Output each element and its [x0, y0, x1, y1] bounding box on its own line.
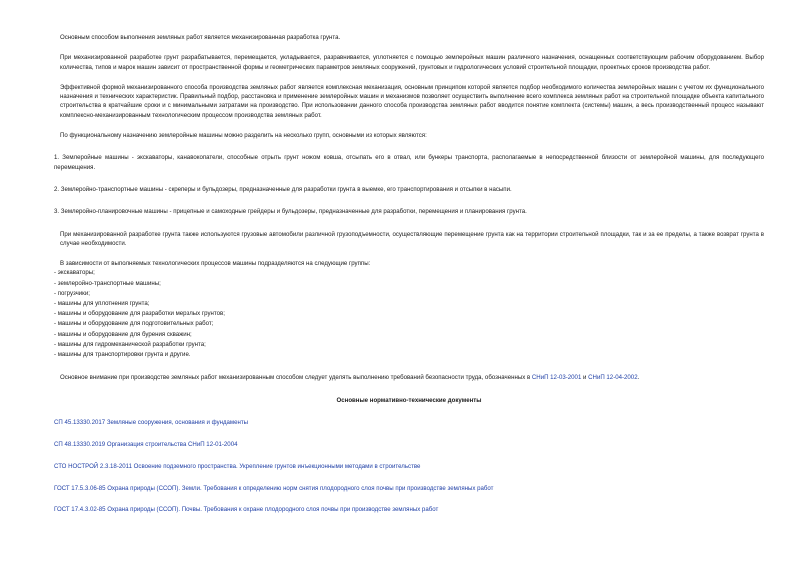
paragraph-main-method: Основным способом выполнения земляных работ является механизированная разработка грунта.	[60, 34, 341, 41]
paragraph-process-groups: В зависимости от выполняемых технологических процессов машины подразделяются на следующие группы:	[60, 260, 371, 268]
list-item: - машины и оборудование для разработки мерзлых грунтов;	[54, 310, 225, 318]
safety-text-end: .	[637, 374, 640, 382]
paragraph-trucks: При механизированной разработке грунта также используются грузовые автомобили различной грузоподъемности, осуществляющие перемещение грунта как на территории строительной площадки, так и за ее пределы, а также возврат грунта в случае необходимости.	[60, 230, 764, 247]
paragraph-functional-groups: По функциональному назначению землеройные машины можно разделить на несколько групп, основными из которых являются:	[60, 132, 427, 140]
machine-groups-list	[54, 268, 764, 360]
list-item: - машины для гидромеханической разработки грунта;	[54, 340, 206, 348]
paragraph-group-3: 3. Землеройно-планировочные машины - прицепные и самоходные грейдеры и бульдозеры, предназначенные для разработки, перемещения и планирования грунта.	[54, 208, 527, 216]
paragraph-mechanized-development: При механизированной разработке грунт разрабатывается, перемещается, укладывается, разравнивается, уплотняется с помощью землеройных машин различного назначения, оснащенных соответствующим рабочим оборудованием. Выбор количества, типов и марок машин зависит от пространственной формы и геометрических параметров земляных сооружений, грунтовых и гидрологических условий строительной площадки, проектных сроков производства работ.	[60, 54, 764, 71]
safety-text: Основное внимание при производстве земляных работ механизированным способом следует уделять выполнению требований безопасности труда, обозначенных в	[60, 374, 532, 382]
doc-link-gost-17-5-3-06[interactable]: ГОСТ 17.5.3.06-85 Охрана природы (ССОП). Земли. Требования к определению норм снятия плодородного слоя почвы при производстве земляных работ	[54, 484, 494, 492]
list-item: - машины для транспортировки грунта и другие.	[54, 351, 191, 359]
paragraph-group-1: 1. Землеройные машины - экскаваторы, канавокопатели, способные отрыть грунт ножом ковша, отсыпать его в отвал, или бункеры транспорта, располагаемые в непосредственной близости от землеройной машины, для последующего перемещения.	[54, 154, 764, 171]
list-item: - экскаваторы;	[54, 269, 95, 277]
list-item: - машины и оборудование для бурения скважин;	[54, 330, 192, 338]
list-item: - погрузчики;	[54, 289, 90, 297]
paragraph-group-2: 2. Землеройно-транспортные машины - скреперы и бульдозеры, предназначенные для разработки грунта в выемке, его транспортирования и отсыпки в насыпи.	[54, 185, 512, 193]
paragraph-complex-mechanization: Эффективной формой механизированного способа производства земляных работ является комплексная механизация, основным принципом которой является подбор необходимого количества землеройных машин с учетом их функционального назначения и технических характеристик. Правильный подбор, расстановка и применение землеройных машин и механизмов позволяет осуществить выполнение всего комплекса земляных работ на строительной площадке объекта капитального строительства в кратчайшие сроки и с минимальными затратами на производство. При использовании данного способа производства земляных работ вводится понятие комплекта (системы) машин, а весь производственный процесс называют комплексно-механизированным технологическим процессом производства земляных работ.	[60, 83, 764, 119]
list-item: - машины для уплотнения грунта;	[54, 300, 150, 308]
documents-list	[54, 418, 764, 515]
safety-text-joiner: и	[581, 374, 589, 382]
list-item: - машины и оборудование для подготовительных работ;	[54, 320, 214, 328]
list-item: - землеройно-транспортные машины;	[54, 279, 161, 287]
doc-link-sp-48[interactable]: СП 48.13330.2019 Организация строительства СНиП 12-01-2004	[54, 440, 238, 448]
doc-link-sp-45[interactable]: СП 45.13330.2017 Земляные сооружения, основания и фундаменты	[54, 418, 249, 426]
article-body	[54, 33, 764, 515]
paragraph-safety	[54, 373, 764, 382]
snip-12-04-2002-link[interactable]: СНиП 12-04-2002	[588, 374, 638, 382]
doc-link-sto-nostroy[interactable]: СТО НОСТРОЙ 2.3.18-2011 Освоение подземного пространства. Укрепление грунтов инъекционными методами в строительстве	[54, 462, 421, 470]
doc-link-gost-17-4-3-02[interactable]: ГОСТ 17.4.3.02-85 Охрана природы (ССОП). Почвы. Требования к охране плодородного слоя почвы при производстве земляных работ	[54, 506, 439, 514]
snip-12-03-2001-link[interactable]: СНиП 12-03-2001	[531, 374, 582, 382]
documents-heading: Основные нормативно-технические документы	[336, 396, 482, 404]
